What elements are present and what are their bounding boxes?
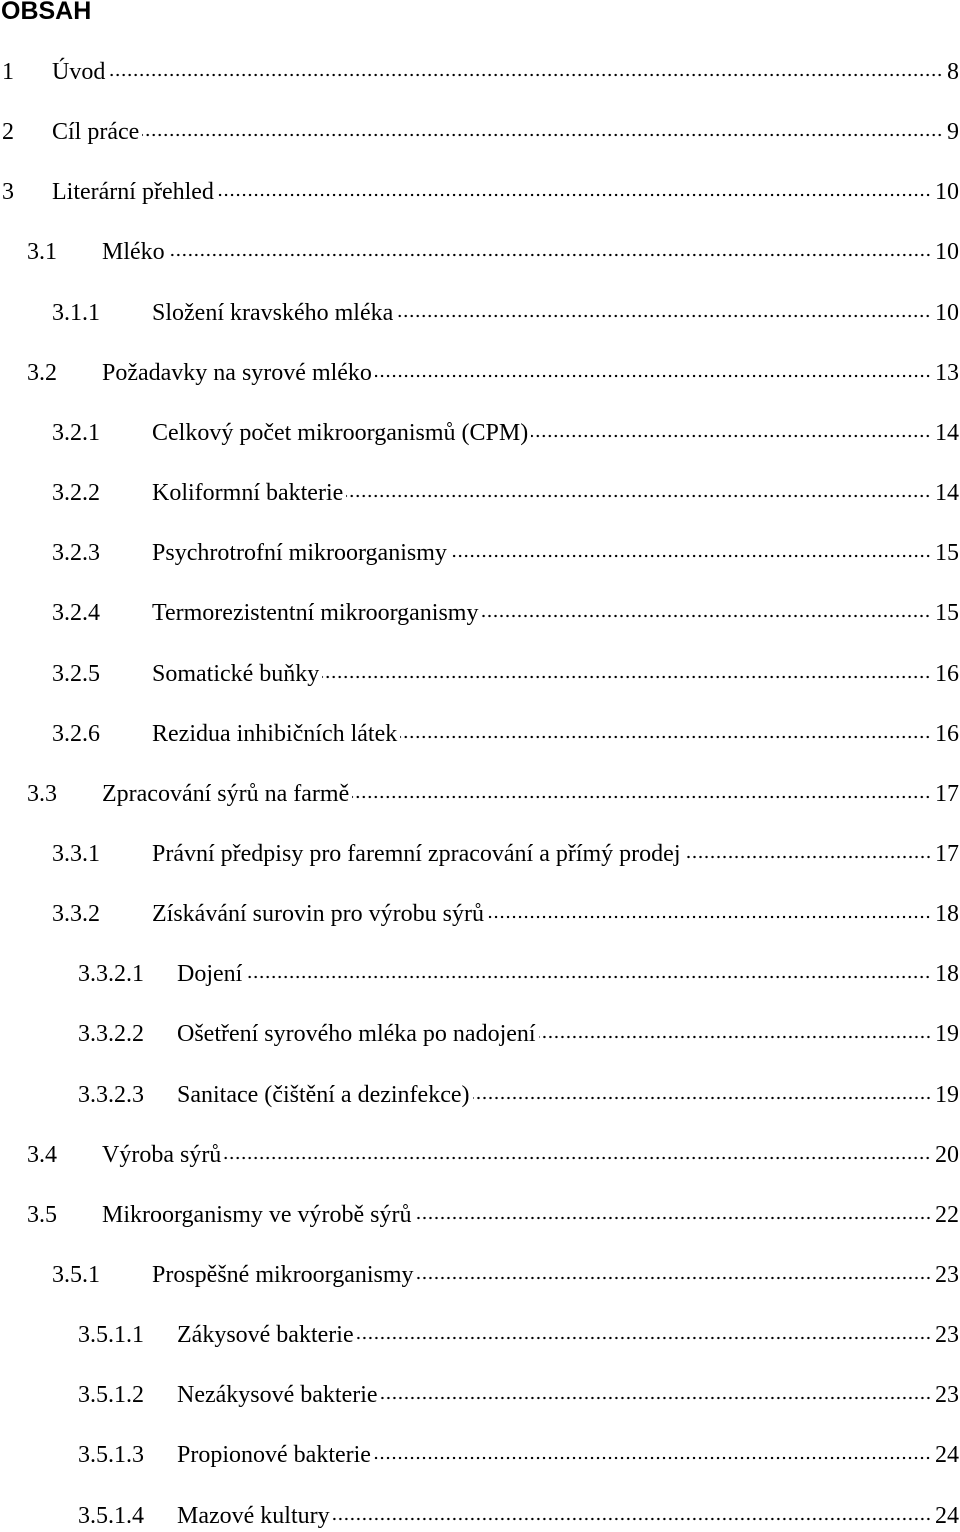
dot-leader [450,553,931,559]
toc-entry[interactable] [78,958,959,990]
dot-leader [473,1095,932,1101]
dot-leader [531,433,931,439]
toc-entry-title: Rezidua inhibičních látek [152,720,398,747]
dot-leader [381,1395,931,1401]
toc-entry-number: 3.4 [27,1141,57,1168]
dot-leader [417,1275,931,1281]
toc-entry-number: 3.5 [27,1201,57,1228]
toc-entry-page-number: 23 [935,1262,959,1288]
dot-leader [346,493,931,499]
toc-entry-number: 3.1.1 [52,299,100,326]
dot-leader [224,1155,931,1161]
toc-entry-title: Získávání surovin pro výrobu sýrů [152,901,484,928]
toc-entry-number: 3.3.2.1 [78,961,144,988]
toc-entry-title: Koliformní bakterie [152,480,344,507]
toc-entry-title: Dojení [177,961,243,988]
dot-leader [352,794,931,800]
toc-entry-number: 3.1 [27,239,57,266]
toc-entry[interactable] [2,116,959,148]
toc-entry-page-number: 18 [935,961,959,988]
toc-entry-title: Mléko [102,239,165,266]
toc-entry[interactable] [52,297,959,329]
toc-entry-title: Nezákysové bakterie [177,1382,378,1409]
toc-entry-title: Právní předpisy pro faremní zpracování a přímý prodej [152,840,681,867]
dot-leader [245,974,931,980]
toc-entry[interactable] [27,1199,959,1231]
toc-entry-page-number: 8 [947,59,959,85]
toc-entry-title: Sanitace (čištění a dezinfekce) [177,1081,470,1108]
toc-entry-number: 3.5.1.1 [78,1322,144,1349]
toc-entry-page-number: 19 [935,1021,959,1048]
toc-entry[interactable] [27,1139,959,1171]
toc-entry-page-number: 24 [935,1442,959,1469]
page-title: OBSAH [1,0,92,25]
dot-leader [481,613,931,619]
toc-entry-number: 3.3.2 [52,901,100,928]
toc-entry-number: 3.3 [27,780,57,807]
toc-entry-title: Psychrotrofní mikroorganismy [152,540,447,567]
toc-entry[interactable] [78,1500,959,1532]
toc-entry-title: Mikroorganismy ve výrobě sýrů [102,1201,412,1228]
toc-entry-page-number: 17 [935,780,959,807]
toc-entry[interactable] [52,1259,959,1291]
dot-leader [108,72,943,78]
toc-entry-page-number: 19 [935,1081,959,1108]
toc-entry-number: 3.5.1.2 [78,1382,144,1409]
toc-entry-page-number: 14 [935,419,959,446]
toc-entry-number: 3.2.6 [52,720,100,747]
toc-entry[interactable] [52,838,959,870]
toc-entry-title: Prospěšné mikroorganismy [152,1262,414,1288]
toc-entry-title: Somatické buňky [152,660,320,687]
dot-leader [168,252,931,258]
toc-entry-page-number: 22 [935,1201,959,1228]
toc-entry-title: Úvod [52,59,106,85]
toc-entry-number: 3.5.1.3 [78,1442,144,1469]
toc-entry[interactable] [52,718,959,750]
dot-leader [396,313,931,319]
toc-entry[interactable] [2,176,959,208]
toc-entry-title: Výroba sýrů [102,1141,222,1168]
toc-entry[interactable] [52,597,959,629]
toc-entry-title: Zpracování sýrů na farmě [102,780,350,807]
dot-leader [539,1034,931,1040]
toc-entry-number: 3.2.4 [52,600,100,627]
toc-entry[interactable] [52,477,959,509]
toc-entry-number: 3.2.2 [52,480,100,507]
toc-entry-page-number: 24 [935,1502,959,1529]
toc-entry-title: Složení kravského mléka [152,299,394,326]
toc-entry-page-number: 10 [935,179,959,206]
toc-entry-page-number: 16 [935,720,959,747]
dot-leader [217,192,931,198]
toc-entry-title: Ošetření syrového mléka po nadojení [177,1021,536,1048]
toc-entry-number: 3.5.1 [52,1262,100,1288]
toc-entry-page-number: 23 [935,1322,959,1349]
toc-entry-page-number: 15 [935,600,959,627]
toc-entry-title: Mazové kultury [177,1502,330,1529]
toc-entry-page-number: 17 [935,840,959,867]
toc-entry-number: 1 [2,59,14,85]
dot-leader [322,674,931,680]
toc-entry-number: 3.2 [27,359,57,386]
toc-entry-title: Termorezistentní mikroorganismy [152,600,479,627]
toc-entry-number: 3.3.2.2 [78,1021,144,1048]
dot-leader [142,132,943,138]
toc-entry-number: 3 [2,179,14,206]
toc-entry-page-number: 10 [935,299,959,326]
dot-leader [357,1335,931,1341]
toc-entry[interactable] [78,1079,959,1111]
toc-entry[interactable] [78,1439,959,1471]
toc-entry[interactable] [52,658,959,690]
toc-entry[interactable] [52,417,959,449]
toc-entry-title: Požadavky na syrové mléko [102,359,372,386]
toc-entry-title: Literární přehled [52,179,214,206]
toc-entry-number: 3.2.5 [52,660,100,687]
toc-entry-page-number: 16 [935,660,959,687]
dot-leader [684,854,932,860]
dot-leader [374,1455,931,1461]
toc-entry[interactable] [78,1018,959,1050]
toc-entry-title: Cíl práce [52,119,140,146]
toc-entry-number: 3.5.1.4 [78,1502,144,1529]
toc-entry-page-number: 15 [935,540,959,567]
dot-leader [400,734,931,740]
toc-entry-title: Propionové bakterie [177,1442,371,1469]
toc-entry-title: Zákysové bakterie [177,1322,354,1349]
toc-entry-title: Celkový počet mikroorganismů (CPM) [152,419,529,446]
toc-entry-page-number: 13 [935,359,959,386]
toc-entry-page-number: 10 [935,239,959,266]
toc-entry-number: 3.3.1 [52,840,100,867]
dot-leader [375,373,931,379]
toc-entry-page-number: 9 [947,119,959,146]
toc-entry[interactable] [78,1379,959,1411]
toc-entry-page-number: 23 [935,1382,959,1409]
toc-entry[interactable] [52,537,959,569]
toc-entry[interactable] [27,236,959,268]
toc-entry[interactable] [78,1319,959,1351]
toc-entry-number: 3.2.3 [52,540,100,567]
toc-entry[interactable] [27,778,959,810]
toc-entry[interactable] [27,357,959,389]
toc-entry-number: 2 [2,119,14,146]
toc-entry[interactable] [52,898,959,930]
toc-entry-page-number: 20 [935,1141,959,1168]
dot-leader [415,1215,931,1221]
toc-entry-page-number: 18 [935,901,959,928]
toc-entry[interactable] [2,56,959,88]
toc-entry-number: 3.3.2.3 [78,1081,144,1108]
toc-entry-page-number: 14 [935,480,959,507]
toc-entry-number: 3.2.1 [52,419,100,446]
dot-leader [487,914,931,920]
dot-leader [333,1516,931,1522]
